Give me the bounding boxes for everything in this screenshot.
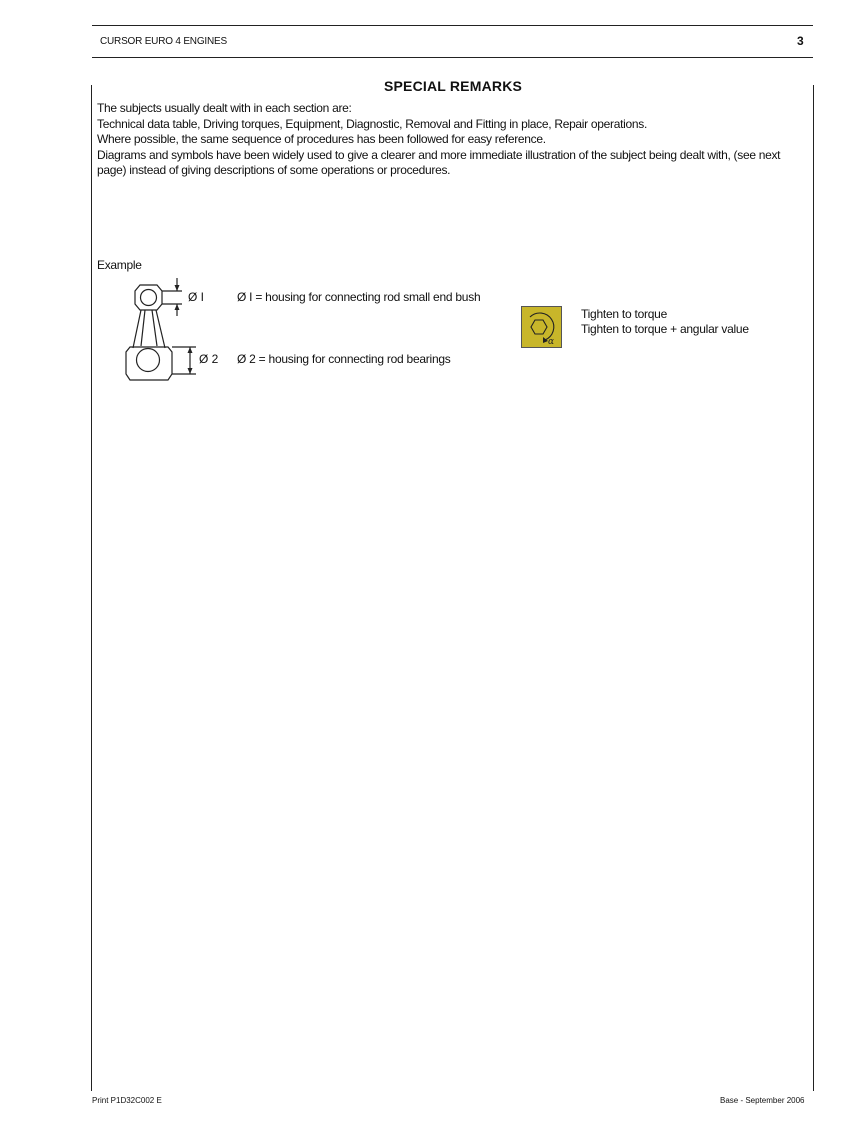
torque-angle-legend-text: Tighten to torque + angular value <box>581 322 749 336</box>
intro-line: Diagrams and symbols have been widely used to give a clearer and more immediate illustration of the subject being dealt with, (see next page) instead of giving descriptions of some operations or procedures. <box>97 147 781 177</box>
edition-date: Base - September 2006 <box>720 1096 805 1105</box>
section-title: SPECIAL REMARKS <box>383 78 523 94</box>
page-number: 3 <box>797 34 804 48</box>
intro-paragraph <box>97 101 809 179</box>
alpha-glyph: α <box>548 337 555 347</box>
header-bottom-rule <box>92 57 813 58</box>
diameter-2-description: Ø 2 = housing for connecting rod bearings <box>237 352 451 366</box>
connecting-rod-diagram <box>120 270 200 385</box>
intro-line: Where possible, the same sequence of procedures has been followed for easy reference. <box>97 132 546 146</box>
intro-line: Technical data table, Driving torques, Equipment, Diagnostic, Removal and Fitting in place, Repair operations. <box>97 116 647 131</box>
print-code: Print P1D32C002 E <box>92 1096 162 1105</box>
torque-angle-icon <box>521 306 562 348</box>
left-margin-rule <box>91 85 92 1091</box>
right-margin-rule <box>813 85 814 1091</box>
torque-legend-text: Tighten to torque <box>581 307 668 321</box>
document-title: CURSOR EURO 4 ENGINES <box>100 36 227 47</box>
header-top-rule <box>92 25 813 26</box>
diameter-1-label: Ø I <box>188 290 205 304</box>
intro-line: The subjects usually dealt with in each section are: <box>97 101 352 115</box>
example-label: Example <box>97 258 142 272</box>
diameter-2-label: Ø 2 <box>199 352 219 366</box>
diameter-1-description: Ø I = housing for connecting rod small end bush <box>237 290 481 304</box>
